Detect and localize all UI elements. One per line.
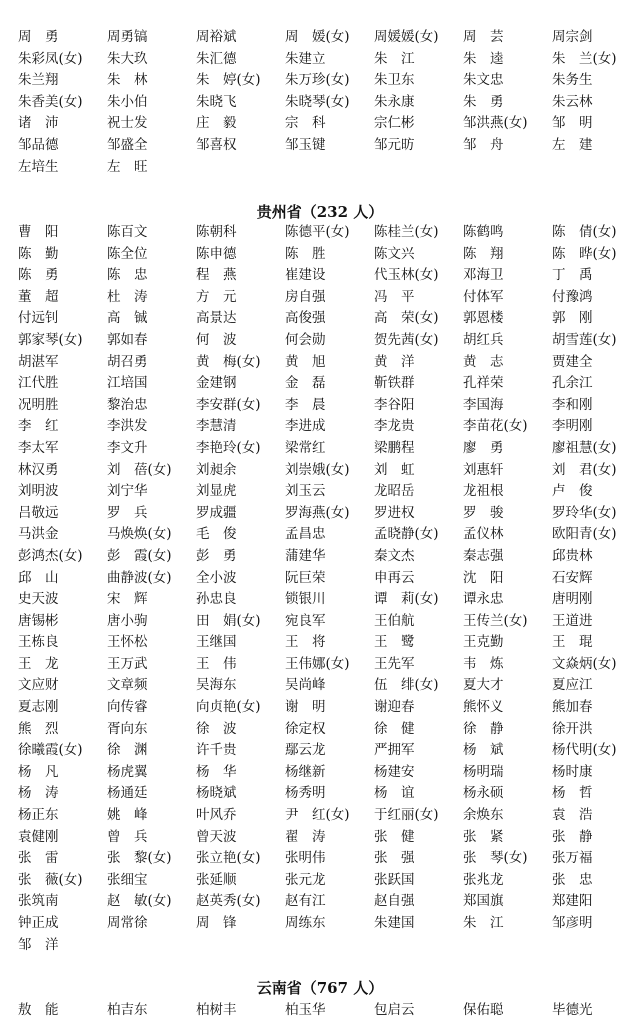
name-entry: 胥向东: [107, 720, 148, 737]
name-entry: 郑国旗: [463, 893, 504, 910]
name-entry: 朱 勇: [463, 93, 504, 110]
name-entry: 全小波: [196, 569, 237, 586]
name-entry: 孔余江: [552, 375, 593, 392]
name-entry: 朱云林: [552, 93, 593, 110]
name-entry: 龙昭岳: [374, 483, 415, 500]
top-name-grid: [18, 27, 638, 178]
name-entry: 邹元昉: [374, 136, 415, 153]
name-entry: 杨时康: [552, 763, 593, 780]
name-entry: 李文升: [107, 439, 148, 456]
name-entry: 沈 阳: [463, 569, 504, 586]
name-entry: 陈朝科: [196, 224, 237, 240]
name-entry: 孟仪林: [463, 526, 504, 543]
name-entry: 罗成疆: [196, 504, 237, 521]
name-entry: 胡雪莲(女): [552, 331, 617, 348]
name-entry: 李明刚: [552, 418, 593, 435]
name-entry: 周媛媛(女): [374, 29, 439, 45]
name-entry: 金 磊: [285, 375, 326, 392]
name-entry: 付体军: [463, 288, 504, 305]
name-entry: 申再云: [374, 569, 415, 586]
name-entry: 张明伟: [285, 850, 326, 867]
name-entry: 朱 江: [374, 50, 415, 67]
name-entry: 崔建设: [285, 267, 326, 284]
name-entry: 丁 禹: [552, 267, 593, 284]
name-entry: 刘 君(女): [552, 461, 617, 478]
name-entry: 叶风乔: [196, 807, 237, 824]
name-entry: 曹 阳: [18, 224, 59, 240]
name-entry: 朱 江: [463, 915, 504, 931]
name-entry: 杨 华: [196, 763, 237, 780]
name-entry: 赵 敏(女): [107, 893, 172, 910]
name-entry: 郭家琴(女): [18, 331, 83, 348]
name-entry: 王道进: [552, 612, 593, 629]
name-entry: 诸 沛: [18, 115, 59, 132]
name-entry: 朱 婷(女): [196, 72, 261, 89]
name-entry: 陈百文: [107, 224, 148, 240]
name-entry: 何 波: [196, 331, 237, 348]
name-entry: 朱兰翔: [18, 72, 59, 89]
name-entry: 付远钊: [18, 310, 59, 327]
name-entry: 廖 勇: [463, 439, 504, 456]
guizhou-name-grid: [18, 222, 638, 956]
name-entry: 郑建阳: [552, 893, 593, 910]
name-entry: 徐 波: [196, 720, 237, 737]
name-entry: 彭鸿杰(女): [18, 547, 83, 564]
name-entry: 朱香美(女): [18, 93, 83, 110]
name-entry: 彭 勇: [196, 547, 237, 564]
name-entry: 柏树丰: [196, 1002, 237, 1018]
name-entry: 杜 涛: [107, 288, 148, 305]
name-entry: 方 元: [196, 288, 237, 305]
name-entry: 曾天波: [196, 828, 237, 845]
name-entry: 徐 健: [374, 720, 415, 737]
guizhou-heading: 贵州省（232 人）: [256, 203, 384, 221]
name-entry: 王继国: [196, 634, 237, 651]
name-entry: 唐明刚: [552, 591, 593, 608]
name-entry: 付豫鸿: [552, 288, 593, 305]
name-entry: 王怀松: [107, 634, 148, 651]
name-entry: 邱贵林: [552, 547, 593, 564]
name-entry: 杨建安: [374, 763, 415, 780]
name-entry: 李国海: [463, 396, 504, 413]
name-entry: 况明胜: [18, 396, 59, 413]
name-entry: 朱晓琴(女): [285, 93, 350, 110]
name-entry: 罗海燕(女): [285, 504, 350, 521]
name-entry: 朱建立: [285, 50, 326, 67]
name-entry: 周 芸: [463, 29, 504, 45]
name-entry: 张元龙: [285, 871, 326, 888]
name-entry: 高俊强: [285, 310, 326, 327]
name-entry: 杨通廷: [107, 785, 148, 802]
name-entry: 杨 凡: [18, 763, 59, 780]
name-entry: 胡召勇: [107, 353, 148, 370]
name-entry: 刘昶余: [196, 461, 237, 478]
name-entry: 夏应江: [552, 677, 593, 694]
name-entry: 刘 虹: [374, 461, 415, 478]
name-entry: 张 薇(女): [18, 871, 83, 888]
name-entry: 胡湛军: [18, 353, 59, 370]
name-entry: 李艳玲(女): [196, 439, 261, 456]
name-entry: 罗玲华(女): [552, 504, 617, 521]
name-entry: 刘崇娥(女): [285, 461, 350, 478]
name-entry: 张延顺: [196, 871, 237, 888]
name-entry: 杨永硕: [463, 785, 504, 802]
name-entry: 陈申德: [196, 245, 237, 262]
name-entry: 朱晓飞: [196, 93, 237, 110]
name-entry: 钟正成: [18, 915, 59, 931]
name-entry: 朱小伯: [107, 93, 148, 110]
name-entry: 朱 兰(女): [552, 50, 617, 67]
name-entry: 金建钢: [196, 375, 237, 392]
name-entry: 文焱炳(女): [552, 655, 617, 672]
name-entry: 邹彦明: [552, 915, 593, 931]
name-entry: 余焕东: [463, 807, 504, 824]
name-entry: 张筑南: [18, 893, 59, 910]
name-entry: 秦文杰: [374, 547, 415, 564]
name-entry: 曾 兵: [107, 828, 148, 845]
name-entry: 朱务生: [552, 72, 593, 89]
name-entry: 张 紧: [463, 828, 504, 845]
name-entry: 马洪金: [18, 526, 59, 543]
name-entry: 周 勇: [18, 29, 59, 45]
name-entry: 王伟娜(女): [285, 655, 350, 672]
name-entry: 李慧清: [196, 418, 237, 435]
name-entry: 周常徐: [107, 915, 148, 931]
name-entry: 孔祥荣: [463, 375, 504, 392]
name-entry: 王 伟: [196, 655, 237, 672]
name-entry: 李太军: [18, 439, 59, 456]
name-entry: 于红丽(女): [374, 807, 439, 824]
name-entry: 房自强: [285, 288, 326, 305]
name-entry: 罗 兵: [107, 504, 148, 521]
name-entry: 杨继新: [285, 763, 326, 780]
name-entry: 谭永忠: [463, 591, 504, 608]
name-entry: 蒲建华: [285, 547, 326, 564]
name-entry: 张兆龙: [463, 871, 504, 888]
name-entry: 张万福: [552, 850, 593, 867]
name-entry: 毕德光: [552, 1002, 593, 1018]
name-entry: 吴尚峰: [285, 677, 326, 694]
name-entry: 王 琨: [552, 634, 593, 651]
name-entry: 陈 晔(女): [552, 245, 617, 262]
name-entry: 王伯航: [374, 612, 415, 629]
name-entry: 李和刚: [552, 396, 593, 413]
name-entry: 祝士发: [107, 115, 148, 132]
name-entry: 李 红: [18, 418, 59, 435]
name-entry: 张 忠: [552, 871, 593, 888]
name-entry: 朱 逵: [463, 50, 504, 67]
name-entry: 孟晓静(女): [374, 526, 439, 543]
name-entry: 杨 涛: [18, 785, 59, 802]
name-entry: 谭 莉(女): [374, 591, 439, 608]
name-entry: 陈德平(女): [285, 224, 350, 240]
name-entry: 田 娟(女): [196, 612, 261, 629]
name-entry: 李进成: [285, 418, 326, 435]
name-entry: 袁健刚: [18, 828, 59, 845]
name-entry: 卢 俊: [552, 483, 593, 500]
name-entry: 徐开洪: [552, 720, 593, 737]
name-entry: 王 龙: [18, 655, 59, 672]
name-entry: 吕敬远: [18, 504, 59, 521]
name-entry: 陈 勤: [18, 245, 59, 262]
name-entry: 邱 山: [18, 569, 59, 586]
name-entry: 文章频: [107, 677, 148, 694]
name-entry: 陈 翔: [463, 245, 504, 262]
name-entry: 梁常红: [285, 439, 326, 456]
name-entry: 赵自强: [374, 893, 415, 910]
name-entry: 朱汇德: [196, 50, 237, 67]
name-entry: 杨正东: [18, 807, 59, 824]
name-entry: 左培生: [18, 158, 59, 175]
name-entry: 高景达: [196, 310, 237, 327]
name-entry: 黄 志: [463, 353, 504, 370]
name-entry: 邹洪燕(女): [463, 115, 528, 132]
name-entry: 刘明波: [18, 483, 59, 500]
name-entry: 阮巨荣: [285, 569, 326, 586]
name-entry: 左 建: [552, 136, 593, 153]
name-entry: 李谷阳: [374, 396, 415, 413]
name-entry: 王克勤: [463, 634, 504, 651]
name-entry: 杨 哲: [552, 785, 593, 802]
name-entry: 罗 骏: [463, 504, 504, 521]
name-entry: 胡红兵: [463, 331, 504, 348]
name-entry: 冯 平: [374, 288, 415, 305]
name-entry: 邹 明: [552, 115, 593, 132]
name-entry: 锁银川: [285, 591, 326, 608]
name-entry: 罗进权: [374, 504, 415, 521]
name-entry: 宗 科: [285, 115, 326, 132]
name-entry: 江代胜: [18, 375, 59, 392]
name-entry: 熊加春: [552, 699, 593, 716]
name-entry: 周 媛(女): [285, 29, 350, 45]
name-entry: 伍 绯(女): [374, 677, 439, 694]
name-entry: 黄 旭: [285, 353, 326, 370]
name-entry: 周勇镐: [107, 29, 148, 45]
name-entry: 向传睿: [107, 699, 148, 716]
name-entry: 王万武: [107, 655, 148, 672]
name-entry: 马焕焕(女): [107, 526, 172, 543]
name-entry: 江培国: [107, 375, 148, 392]
name-entry: 高 铖: [107, 310, 148, 327]
name-entry: 周宗剑: [552, 29, 593, 45]
name-entry: 姚 峰: [107, 807, 148, 824]
name-entry: 张 静: [552, 828, 593, 845]
name-entry: 朱彩凤(女): [18, 50, 83, 67]
name-entry: 张 黎(女): [107, 850, 172, 867]
name-entry: 龙祖根: [463, 483, 504, 500]
name-entry: 王传兰(女): [463, 612, 528, 629]
name-entry: 黄 梅(女): [196, 353, 261, 370]
name-entry: 宗仁彬: [374, 115, 415, 132]
name-entry: 靳铁群: [374, 375, 415, 392]
name-entry: 杨 谊: [374, 785, 415, 802]
name-entry: 邹喜权: [196, 136, 237, 153]
name-entry: 郭如春: [107, 331, 148, 348]
name-entry: 徐曦霞(女): [18, 742, 83, 759]
name-entry: 梁鹏程: [374, 439, 415, 456]
name-entry: 赵英秀(女): [196, 893, 261, 910]
name-entry: 赵有江: [285, 893, 326, 910]
name-entry: 杨晓斌: [196, 785, 237, 802]
name-entry: 李 晨: [285, 396, 326, 413]
name-entry: 夏大才: [463, 677, 504, 694]
name-entry: 向贞艳(女): [196, 699, 261, 716]
name-entry: 刘宁华: [107, 483, 148, 500]
name-entry: 李苗花(女): [463, 418, 528, 435]
name-entry: 刘玉云: [285, 483, 326, 500]
name-entry: 毛 俊: [196, 526, 237, 543]
name-entry: 曲静波(女): [107, 569, 172, 586]
name-entry: 贺先茜(女): [374, 331, 439, 348]
name-entry: 陈 倩(女): [552, 224, 617, 240]
name-entry: 张 雷: [18, 850, 59, 867]
name-entry: 高 荣(女): [374, 310, 439, 327]
name-entry: 周练东: [285, 915, 326, 931]
name-entry: 董 超: [18, 288, 59, 305]
name-entry: 吴海东: [196, 677, 237, 694]
name-entry: 唐锡彬: [18, 612, 59, 629]
name-entry: 王先军: [374, 655, 415, 672]
name-entry: 张细宝: [107, 871, 148, 888]
name-entry: 陈全位: [107, 245, 148, 262]
name-entry: 廖祖慧(女): [552, 439, 617, 456]
yunnan-heading: 云南省（767 人）: [256, 979, 384, 997]
name-entry: 邹 洋: [18, 936, 59, 953]
name-entry: 朱建国: [374, 915, 415, 931]
name-entry: 朱文忠: [463, 72, 504, 89]
name-entry: 朱永康: [374, 93, 415, 110]
name-entry: 文应财: [18, 677, 59, 694]
name-entry: 保佑聪: [463, 1002, 504, 1018]
name-entry: 邹玉键: [285, 136, 326, 153]
name-entry: 陈桂兰(女): [374, 224, 439, 240]
yunnan-name-grid: [18, 1000, 638, 1022]
name-entry: 邹盛全: [107, 136, 148, 153]
name-entry: 程 燕: [196, 267, 237, 284]
name-entry: 陈文兴: [374, 245, 415, 262]
name-entry: 严拥军: [374, 742, 415, 759]
name-entry: 徐定权: [285, 720, 326, 737]
name-entry: 王 将: [285, 634, 326, 651]
name-entry: 秦志强: [463, 547, 504, 564]
name-entry: 林汉勇: [18, 461, 59, 478]
name-entry: 韦 炼: [463, 655, 504, 672]
name-entry: 孙忠良: [196, 591, 237, 608]
name-entry: 唐小驹: [107, 612, 148, 629]
name-entry: 陈鹤鸣: [463, 224, 504, 240]
name-entry: 杨虎翼: [107, 763, 148, 780]
name-entry: 周 锋: [196, 915, 237, 931]
name-entry: 张立艳(女): [196, 850, 261, 867]
name-entry: 杨明瑞: [463, 763, 504, 780]
name-entry: 张 琴(女): [463, 850, 528, 867]
name-entry: 黎治忠: [107, 396, 148, 413]
name-entry: 李安群(女): [196, 396, 261, 413]
name-entry: 许千贵: [196, 742, 237, 759]
name-entry: 徐 渊: [107, 742, 148, 759]
name-entry: 夏志刚: [18, 699, 59, 716]
name-entry: 邓海卫: [463, 267, 504, 284]
name-entry: 谢 明: [285, 699, 326, 716]
name-entry: 郭 刚: [552, 310, 593, 327]
name-entry: 周裕斌: [196, 29, 237, 45]
name-entry: 朱大玖: [107, 50, 148, 67]
name-entry: 何会勋: [285, 331, 326, 348]
name-entry: 杨 斌: [463, 742, 504, 759]
name-entry: 朱 林: [107, 72, 148, 89]
name-entry: 孟昌忠: [285, 526, 326, 543]
name-entry: 石安辉: [552, 569, 593, 586]
name-entry: 王 鹭: [374, 634, 415, 651]
name-entry: 刘显虎: [196, 483, 237, 500]
name-entry: 陈 勇: [18, 267, 59, 284]
name-entry: 敖 能: [18, 1002, 59, 1018]
name-entry: 彭 霞(女): [107, 547, 172, 564]
name-entry: 柏玉华: [285, 1002, 326, 1018]
name-entry: 徐 静: [463, 720, 504, 737]
name-entry: 包启云: [374, 1002, 415, 1018]
name-entry: 史天波: [18, 591, 59, 608]
name-entry: 刘惠轩: [463, 461, 504, 478]
name-entry: 杨秀明: [285, 785, 326, 802]
name-entry: 邹 舟: [463, 136, 504, 153]
name-entry: 贾建全: [552, 353, 593, 370]
name-entry: 翟 涛: [285, 828, 326, 845]
name-entry: 黄 洋: [374, 353, 415, 370]
name-entry: 宛良军: [285, 612, 326, 629]
name-entry: 袁 浩: [552, 807, 593, 824]
name-entry: 朱卫东: [374, 72, 415, 89]
name-entry: 李龙贵: [374, 418, 415, 435]
name-entry: 李洪发: [107, 418, 148, 435]
name-entry: 欧阳青(女): [552, 526, 617, 543]
name-entry: 庄 毅: [196, 115, 237, 132]
name-entry: 熊 烈: [18, 720, 59, 737]
name-entry: 尹 红(女): [285, 807, 350, 824]
name-entry: 郭恩楼: [463, 310, 504, 327]
name-entry: 张 健: [374, 828, 415, 845]
name-entry: 邹品德: [18, 136, 59, 153]
name-entry: 陈 胜: [285, 245, 326, 262]
name-entry: 王栋良: [18, 634, 59, 651]
name-entry: 柏吉东: [107, 1002, 148, 1018]
name-entry: 代玉林(女): [374, 267, 439, 284]
name-entry: 杨代明(女): [552, 742, 617, 759]
name-entry: 左 旺: [107, 158, 148, 175]
name-entry: 谢迎春: [374, 699, 415, 716]
name-entry: 张跃国: [374, 871, 415, 888]
name-entry: 鄢云龙: [285, 742, 326, 759]
name-entry: 宋 辉: [107, 591, 148, 608]
name-entry: 熊怀义: [463, 699, 504, 716]
name-entry: 刘 蓓(女): [107, 461, 172, 478]
name-entry: 陈 忠: [107, 267, 148, 284]
name-entry: 张 强: [374, 850, 415, 867]
name-entry: 朱万珍(女): [285, 72, 350, 89]
